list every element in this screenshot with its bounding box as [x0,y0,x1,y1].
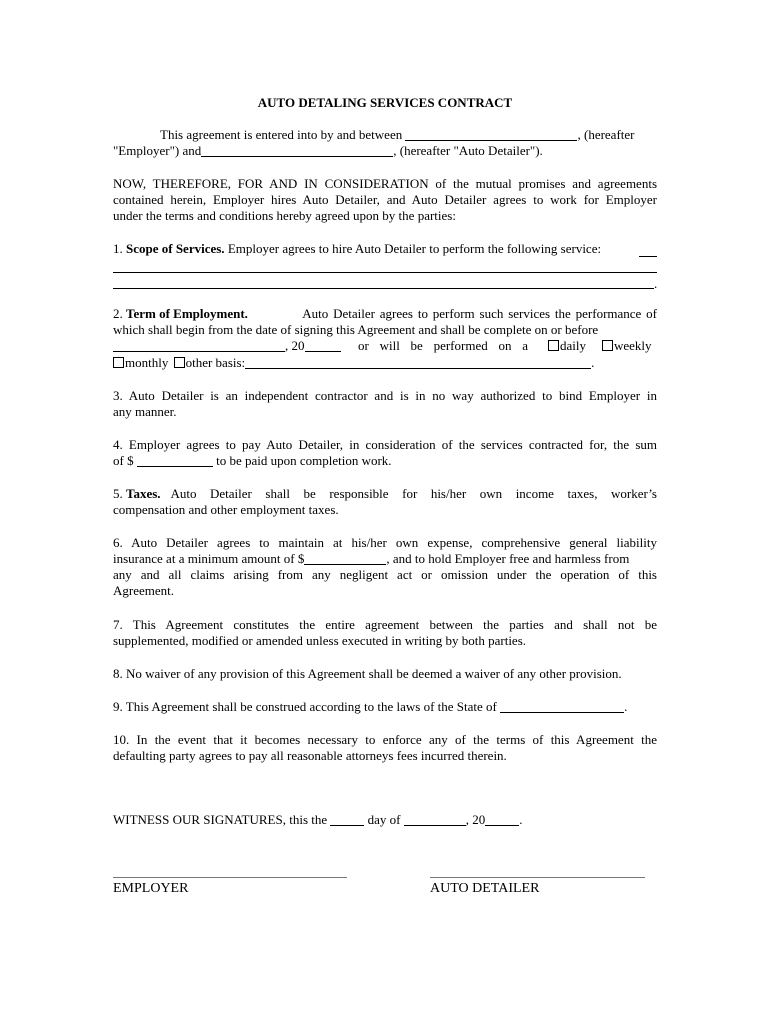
section-2-text-1: Auto Detailer agrees to perform such services the performance of [302,306,657,321]
state-field[interactable] [500,700,624,713]
section-2-line-1 [113,306,657,322]
section-2-or-will: or will be performed on a [358,338,528,353]
section-1-number: 1. [113,241,123,256]
section-6-text-2: , and to hold Employer free and harmless from [386,551,630,566]
witness-day-field[interactable] [330,813,364,826]
intro-text-employer: "Employer") and [113,143,202,158]
section-1-text: Employer agrees to hire Auto Detailer to perform the following service: [227,241,602,256]
witness-day-of: day of [367,812,401,827]
section-3-line-1: 3. Auto Detailer is an independent contractor and is in no way authorized to bind Employer in [113,388,657,403]
section-10-line-1: 10. In the event that it becomes necessary to enforce any of the terms of this Agreement the [113,732,657,747]
section-4-line-1: 4. Employer agrees to pay Auto Detailer, in consideration of the services contracted for, the sum [113,437,657,452]
weekly-checkbox[interactable] [602,340,613,351]
intro-text-detailer: , (hereafter "Auto Detailer"). [393,143,543,158]
completion-date-field[interactable] [113,339,285,352]
other-basis-field[interactable] [245,356,591,369]
monthly-label: monthly [125,355,169,370]
weekly-label: weekly [614,338,652,353]
section-1-heading: Scope of Services. [126,241,225,256]
section-6-line-1: 6. Auto Detailer agrees to maintain at his/her own expense, comprehensive general liability [113,535,657,550]
section-5-line-2: compensation and other employment taxes. [113,502,339,517]
section-4-line-2 [113,453,392,469]
witness-text: WITNESS OUR SIGNATURES, this the [113,812,328,827]
scope-field-line-2[interactable] [113,288,654,289]
other-checkbox[interactable] [174,357,185,368]
sum-amount-field[interactable] [137,454,213,467]
section-10-line-2: defaulting party agrees to pay all reasonable attorneys fees incurred therein. [113,748,507,763]
section-2-heading: Term of Employment. [126,306,248,321]
section-6-line-3: any and all claims arising from any negligent act or omission under the operation of this [113,567,657,582]
section-6-dollar: insurance at a minimum amount of $ [113,551,305,566]
auto-detailer-signature-line[interactable] [430,877,645,878]
auto-detailer-name-field[interactable] [201,144,393,157]
section-9-text: 9. This Agreement shall be construed according to the laws of the State of [113,699,497,714]
section-9: 9. This Agreement shall be construed according to the laws of the State of . [113,699,628,714]
intro-text: This agreement is entered into by and between [160,127,403,142]
witness-line: WITNESS OUR SIGNATURES, this the day of , 20 . [113,812,523,827]
scope-field-line-1[interactable] [113,272,657,273]
section-2-year-label: , 20 [285,338,305,353]
section-2-number: 2. [113,306,123,321]
witness-year-field[interactable] [485,813,519,826]
section-5-text-1: Auto Detailer shall be responsible for his/her own income taxes, worker’s [170,486,657,501]
weekly-option[interactable] [600,338,652,354]
monthly-option[interactable] [113,355,168,370]
section-4-text-2: to be paid upon completion work. [216,453,392,468]
scope-field-line-0[interactable] [639,256,657,257]
now-therefore-line-2: contained herein, Employer hires Auto Detailer, and Auto Detailer agrees to work for Employer [113,192,657,207]
section-6-line-4: Agreement. [113,583,175,598]
section-2-line-2: which shall begin from the date of signing this Agreement and shall be complete on or before [113,322,599,337]
intro-line-1 [160,127,635,143]
witness-month-field[interactable] [404,813,466,826]
employer-name-field[interactable] [405,128,577,141]
section-3-line-2: any manner. [113,404,177,419]
daily-option[interactable] [546,338,586,354]
scope-period: . [654,276,658,291]
auto-detailer-signature-label: AUTO DETAILER [430,881,540,896]
intro-text-hereafter: , (hereafter [577,127,635,142]
completion-year-field[interactable] [305,339,341,352]
now-therefore-line-3: under the terms and conditions hereby agreed upon by the parties: [113,208,456,223]
other-label: other basis: [185,355,246,370]
section-7-line-2: supplemented, modified or amended unless executed in writing by both parties. [113,633,527,648]
section-4-dollar: of $ [113,453,134,468]
other-option[interactable] [172,355,246,370]
employer-signature-line[interactable] [113,877,347,878]
section-2-line-3 [113,338,657,354]
section-2-line-4: monthly other basis: . [113,355,594,371]
daily-checkbox[interactable] [548,340,559,351]
section-5-heading: Taxes. [126,486,161,501]
section-8: 8. No waiver of any provision of this Agreement shall be deemed a waiver of any other provision. [113,666,622,681]
section-1 [113,241,601,257]
document-title: AUTO DETALING SERVICES CONTRACT [257,95,513,110]
section-5-number: 5. [113,486,123,501]
section-6-line-2 [113,551,629,567]
daily-label: daily [560,338,586,353]
intro-line-2 [113,143,543,159]
monthly-checkbox[interactable] [113,357,124,368]
section-7-line-1: 7. This Agreement constitutes the entire agreement between the parties and shall not be [113,617,657,632]
now-therefore-line-1: NOW, THEREFORE, FOR AND IN CONSIDERATION of the mutual promises and agreements [113,176,657,191]
witness-year-label: , 20 [465,812,486,827]
employer-signature-label: EMPLOYER [113,881,189,896]
section-5-line-1 [113,486,657,502]
insurance-amount-field[interactable] [304,552,386,565]
